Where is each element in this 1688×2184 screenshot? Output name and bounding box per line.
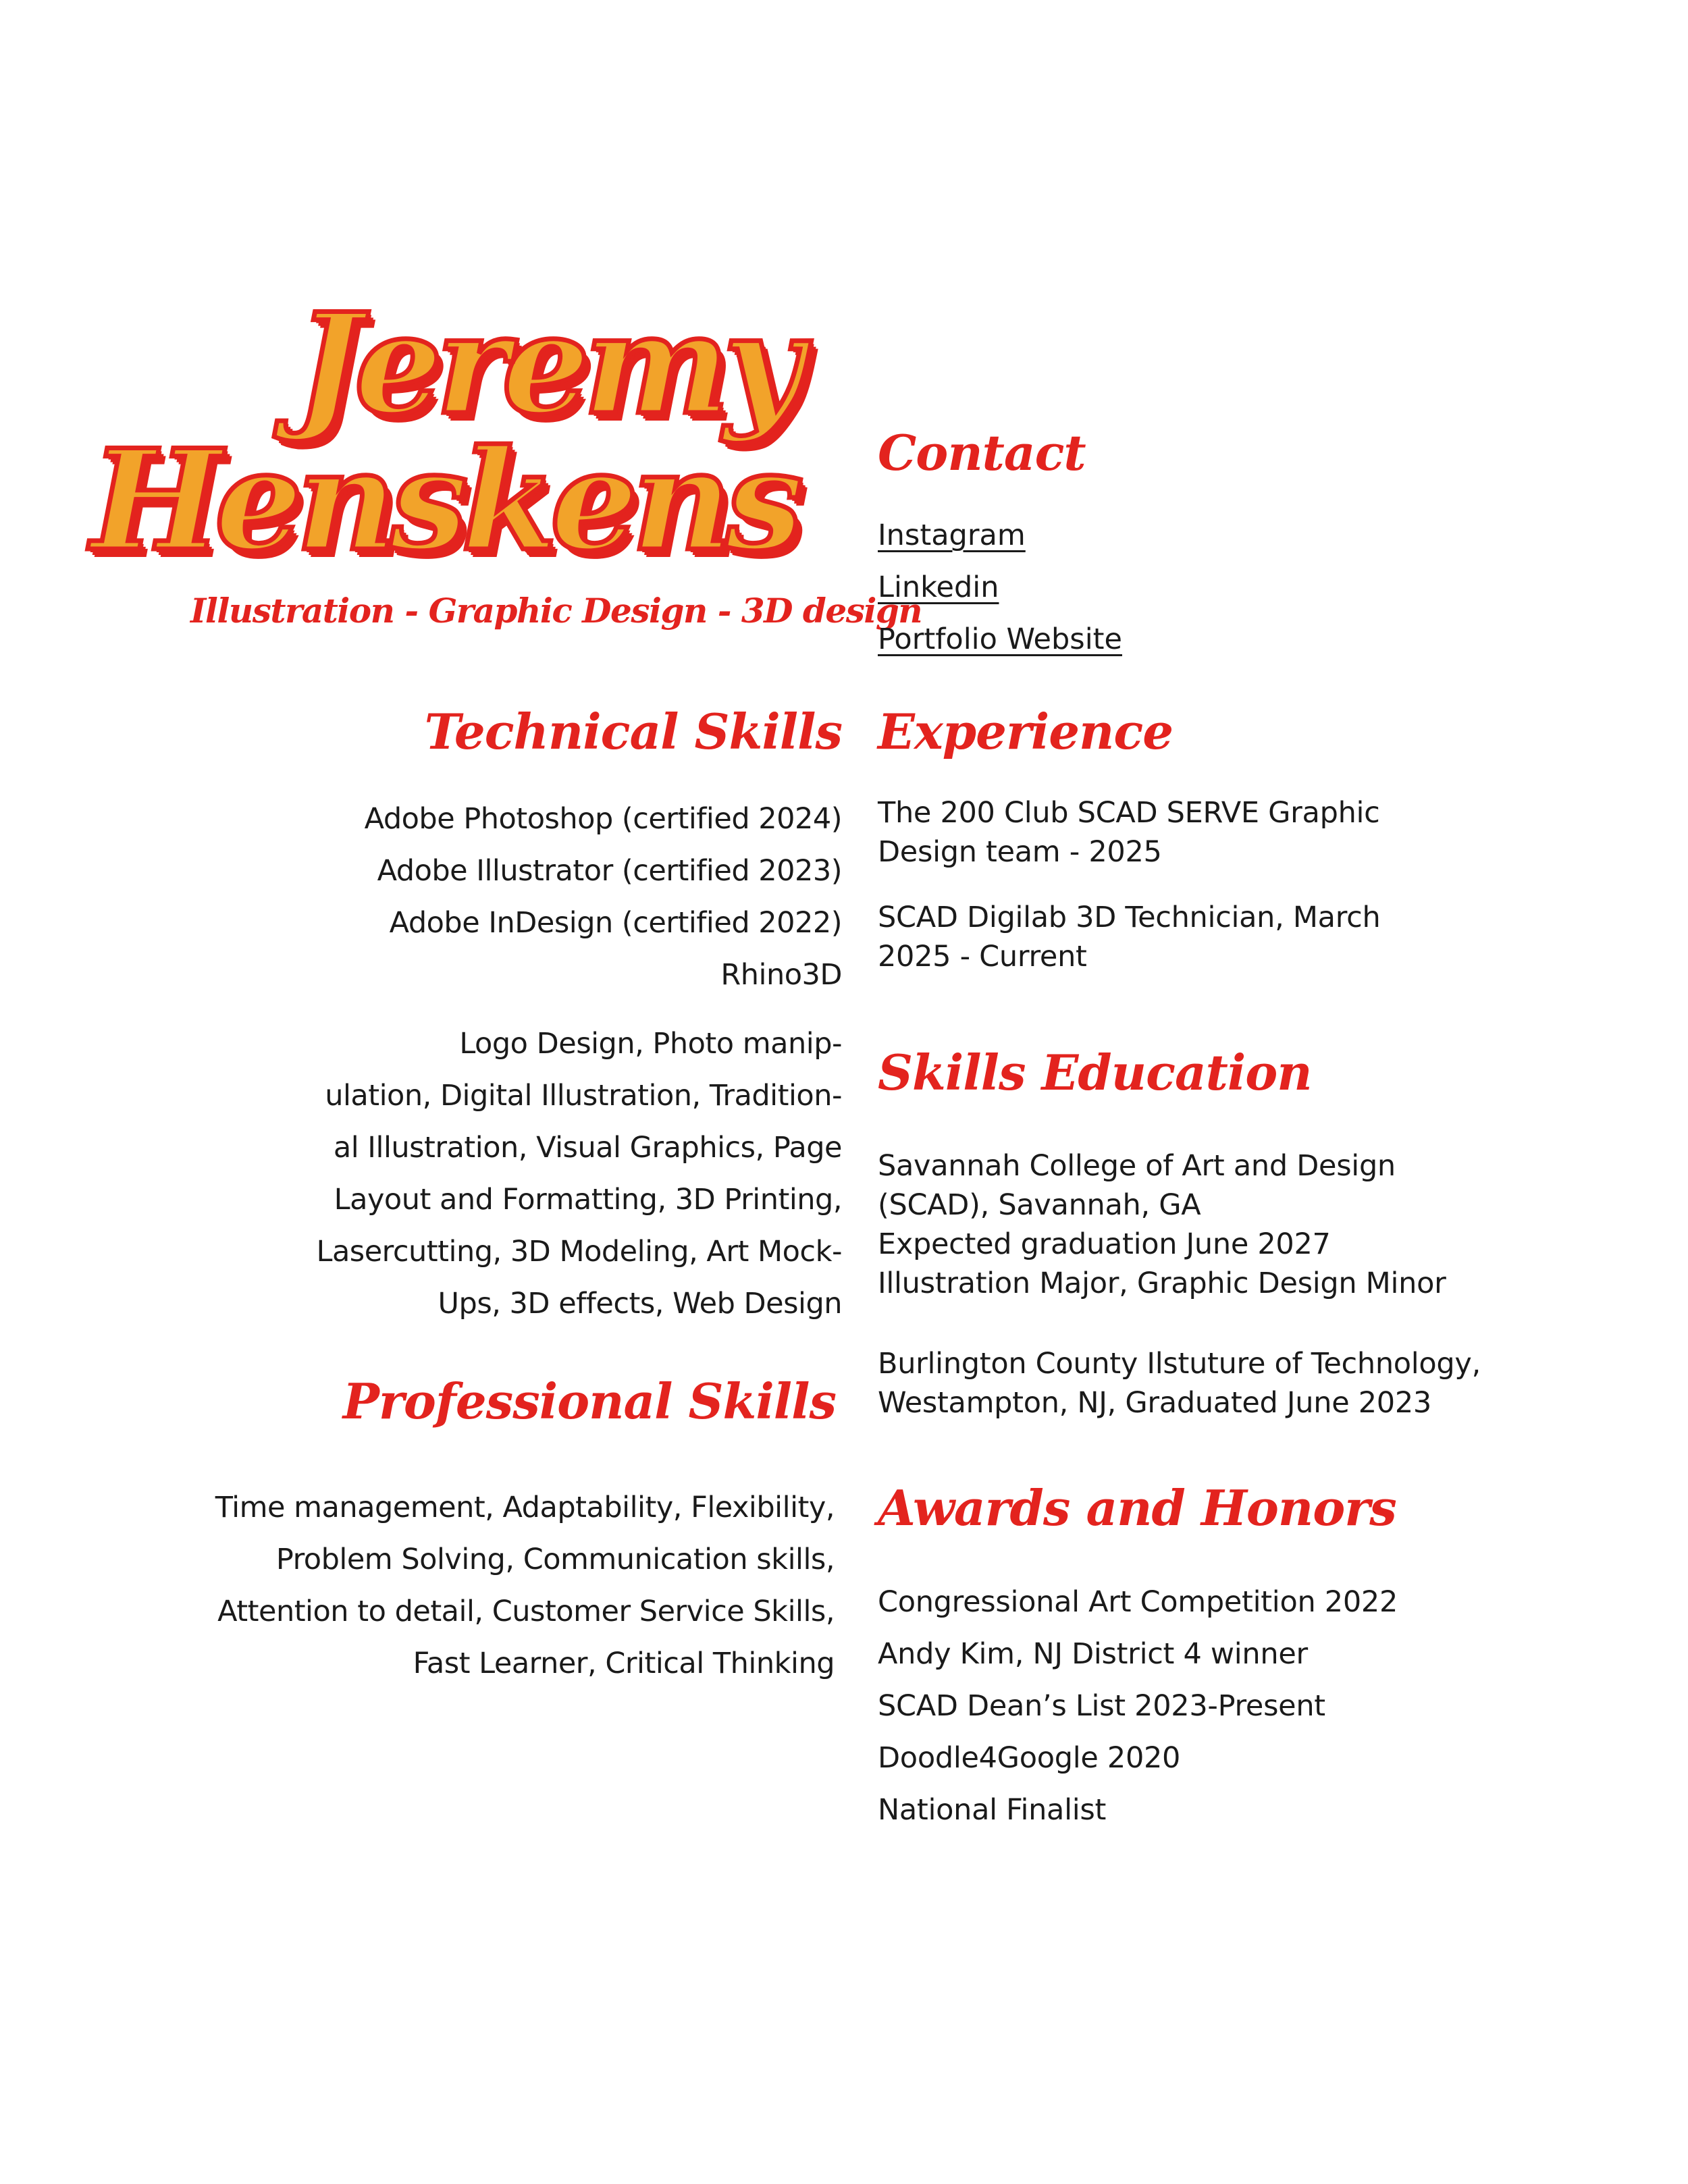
ability-line: Layout and Formatting, 3D Printing, [334,1183,842,1217]
skill-item: Rhino3D [720,958,842,992]
education-line: Illustration Major, Graphic Design Minor [878,1267,1446,1300]
professional-line: Attention to detail, Customer Service Skills, [217,1595,835,1628]
skill-item: Adobe Illustrator (certified 2023) [377,854,842,888]
professional-line: Fast Learner, Critical Thinking [413,1647,835,1680]
awards-list [878,1576,1398,1836]
experience-line: 2025 - Current [878,940,1087,974]
experience-line: The 200 Club SCAD SERVE Graphic [878,796,1380,830]
ability-line: al Illustration, Visual Graphics, Page [333,1131,842,1165]
award-item: Doodle4Google 2020 [878,1741,1181,1775]
education-line: (SCAD), Savannah, GA [878,1188,1201,1222]
education-line: Expected graduation June 2027 [878,1227,1331,1261]
software-skills-list [365,793,842,1001]
contact-links [878,510,1122,666]
linkedin-link[interactable]: Linkedin [878,570,999,604]
award-item: Congressional Art Competition 2022 [878,1585,1398,1619]
education-school [878,1344,1481,1422]
awards-heading: Awards and Honors [878,1479,1396,1537]
name-first: Jeremy [296,284,797,446]
award-item: Andy Kim, NJ District 4 winner [878,1637,1308,1671]
professional-line: Time management, Adaptability, Flexibility, [215,1491,835,1524]
experience-item [878,793,1380,872]
skill-item: Adobe InDesign (certified 2022) [389,906,842,940]
experience-heading: Experience [878,703,1173,760]
experience-line: SCAD Digilab 3D Technician, March [878,901,1381,934]
education-line: Burlington County Ilstuture of Technology, [878,1347,1481,1381]
ability-line: Logo Design, Photo manip- [459,1027,842,1061]
award-item: SCAD Dean’s List 2023-Present [878,1689,1325,1723]
skill-item: Adobe Photoshop (certified 2024) [364,802,842,836]
ability-line: Ups, 3D effects, Web Design [438,1287,842,1321]
award-item: National Finalist [878,1793,1107,1827]
education-school [878,1146,1446,1303]
ability-skills-paragraph [316,1018,842,1330]
professional-skills-paragraph [215,1482,835,1690]
ability-line: Lasercutting, 3D Modeling, Art Mock- [316,1235,842,1269]
contact-heading: Contact [878,424,1086,481]
experience-line: Design team - 2025 [878,835,1162,869]
technical-skills-heading: Technical Skills [424,703,842,760]
education-heading: Skills Education [878,1044,1312,1101]
experience-item [878,898,1380,976]
professional-line: Problem Solving, Communication skills, [275,1543,835,1576]
education-line: Westampton, NJ, Graduated June 2023 [878,1386,1431,1420]
instagram-link[interactable]: Instagram [878,518,1026,552]
name-last: Henskens [90,420,797,582]
portfolio-website-link[interactable]: Portfolio Website [878,622,1122,656]
professional-skills-heading: Professional Skills [342,1373,836,1430]
ability-line: ulation, Digital Illustration, Tradition- [325,1079,842,1113]
education-line: Savannah College of Art and Design [878,1149,1396,1183]
tagline: Illustration - Graphic Design - 3D design [190,591,922,631]
